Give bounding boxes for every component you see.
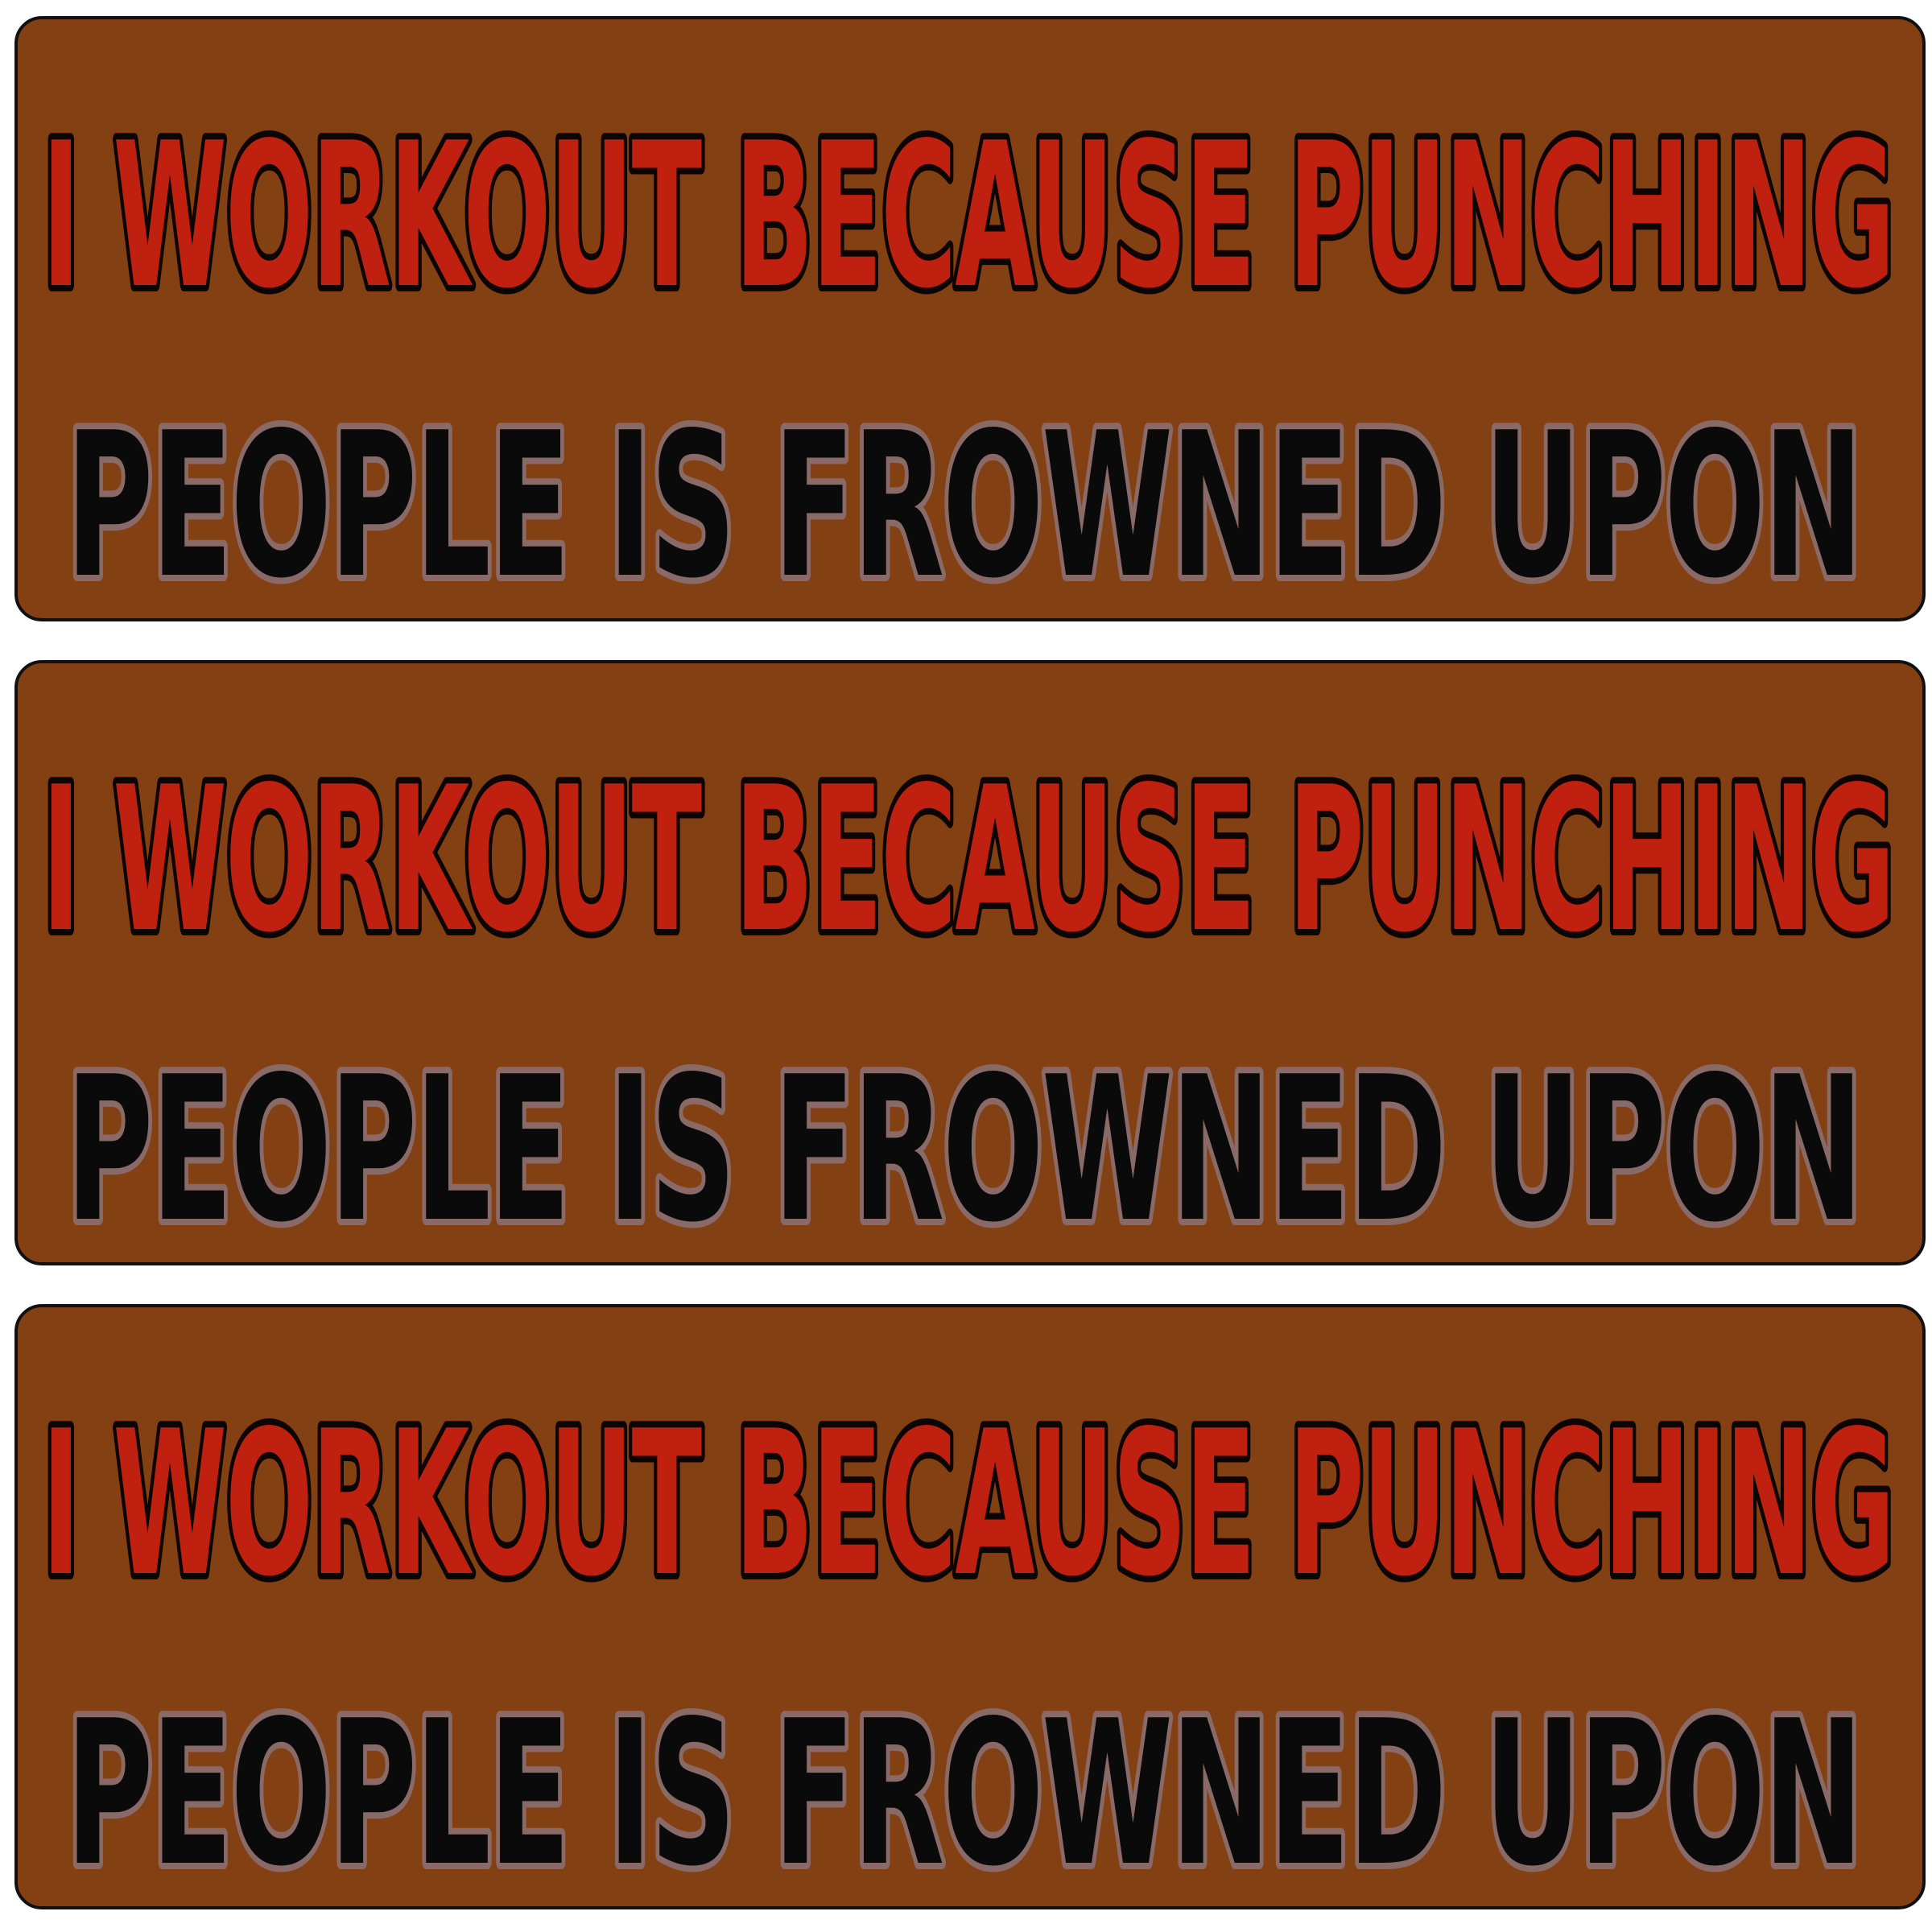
sticker-line-top: I WORKOUT BECAUSE PUNCHING bbox=[42, 1389, 1893, 1620]
bumper-sticker bbox=[14, 660, 1926, 1265]
bumper-sticker bbox=[14, 16, 1926, 621]
sticker-line-top: I WORKOUT BECAUSE PUNCHING bbox=[42, 101, 1893, 332]
sticker-line-bottom: PEOPLE IS FROWNED UPON bbox=[66, 1678, 1861, 1910]
bumper-sticker bbox=[14, 1304, 1926, 1909]
sticker-line-bottom: PEOPLE IS FROWNED UPON bbox=[66, 1034, 1861, 1266]
sticker-line-top: I WORKOUT BECAUSE PUNCHING bbox=[42, 745, 1893, 976]
sticker-artwork bbox=[18, 663, 1922, 1266]
sticker-line-bottom: PEOPLE IS FROWNED UPON bbox=[66, 390, 1861, 622]
sticker-artwork bbox=[18, 1307, 1922, 1910]
sticker-artwork bbox=[18, 19, 1922, 622]
